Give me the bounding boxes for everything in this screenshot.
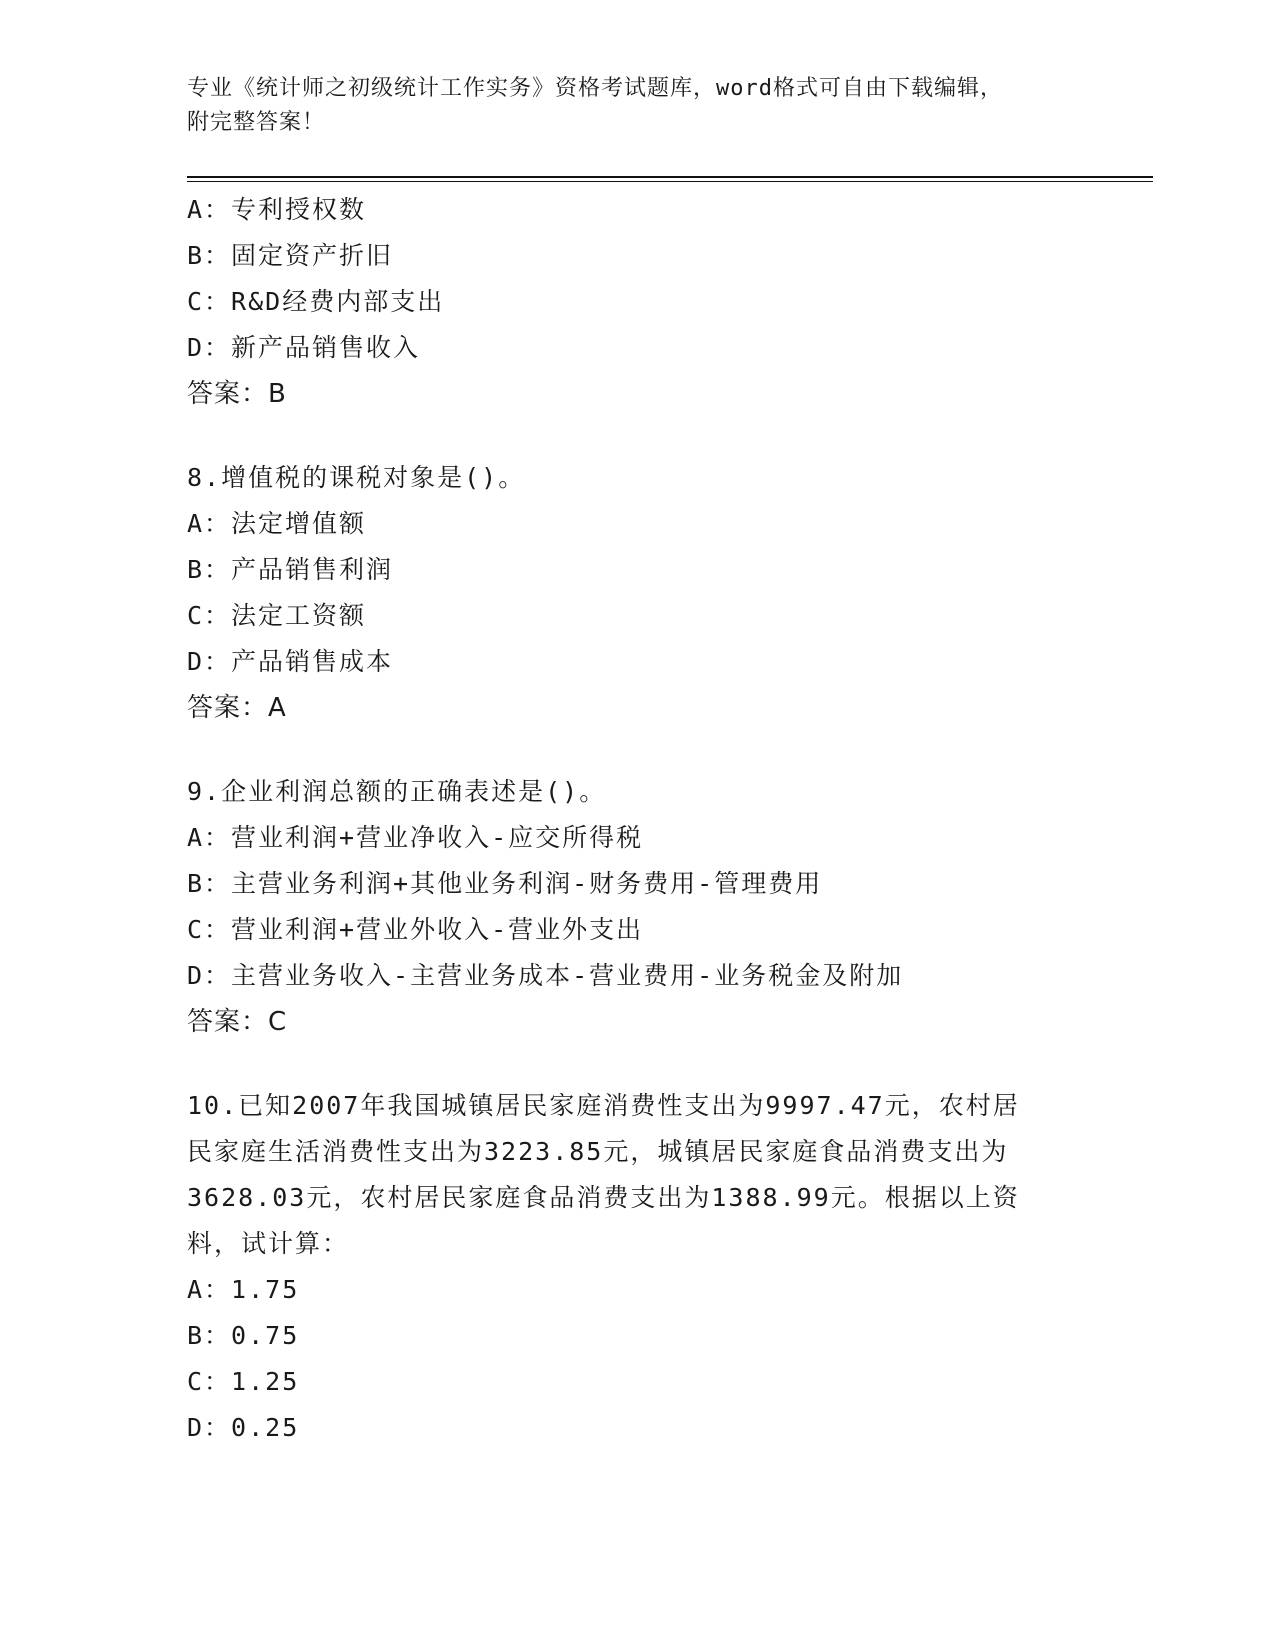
header-rule-thick [187,176,1153,178]
spacer [187,731,1087,769]
option-d: D：0.25 [187,1413,300,1442]
header-line-1: 专业《统计师之初级统计工作实务》资格考试题库，word格式可自由下载编辑， [187,76,1003,101]
spacer [187,417,1087,455]
answer-label: 答案：B [187,379,287,409]
option-d: D：产品销售成本 [187,647,394,676]
option-b: B：产品销售利润 [187,555,394,584]
option-c: C：R&D经费内部支出 [187,287,445,316]
option-d: D：新产品销售收入 [187,333,421,362]
question-7 [187,187,1087,417]
option-c: C：营业利润+营业外收入-营业外支出 [187,915,644,944]
question-10 [187,1083,1087,1451]
option-d: D：主营业务收入-主营业务成本-营业费用-业务税金及附加 [187,961,904,990]
spacer [187,1045,1087,1083]
question-stem-line-3: 3628.03元，农村居民家庭食品消费支出为1388.99元。根据以上资 [187,1183,1020,1212]
option-a: A：营业利润+营业净收入-应交所得税 [187,823,644,852]
question-9 [187,769,1087,1045]
question-stem-line-2: 民家庭生活消费性支出为3223.85元，城镇居民家庭食品消费支出为 [187,1137,1009,1166]
option-b: B：0.75 [187,1321,300,1350]
option-b: B：主营业务利润+其他业务利润-财务费用-管理费用 [187,869,823,898]
answer-label: 答案：A [187,693,287,723]
question-8 [187,455,1087,731]
header-line-2: 附完整答案！ [187,110,326,135]
question-list [187,187,1087,1451]
option-b: B：固定资产折旧 [187,241,394,270]
option-a: A：1.75 [187,1275,300,1304]
question-stem-line-1: 10.已知2007年我国城镇居民家庭消费性支出为9997.47元，农村居 [187,1091,1020,1120]
question-stem-line-4: 料，试计算： [187,1229,350,1258]
option-a: A：专利授权数 [187,195,367,224]
question-stem: 9.企业利润总额的正确表述是()。 [187,777,607,806]
header-rule-thin [187,181,1153,182]
option-c: C：1.25 [187,1367,300,1396]
answer-label: 答案：C [187,1007,288,1037]
option-c: C：法定工资额 [187,601,367,630]
option-a: A：法定增值额 [187,509,367,538]
question-stem: 8.增值税的课税对象是()。 [187,463,526,492]
document-header [187,72,1087,140]
